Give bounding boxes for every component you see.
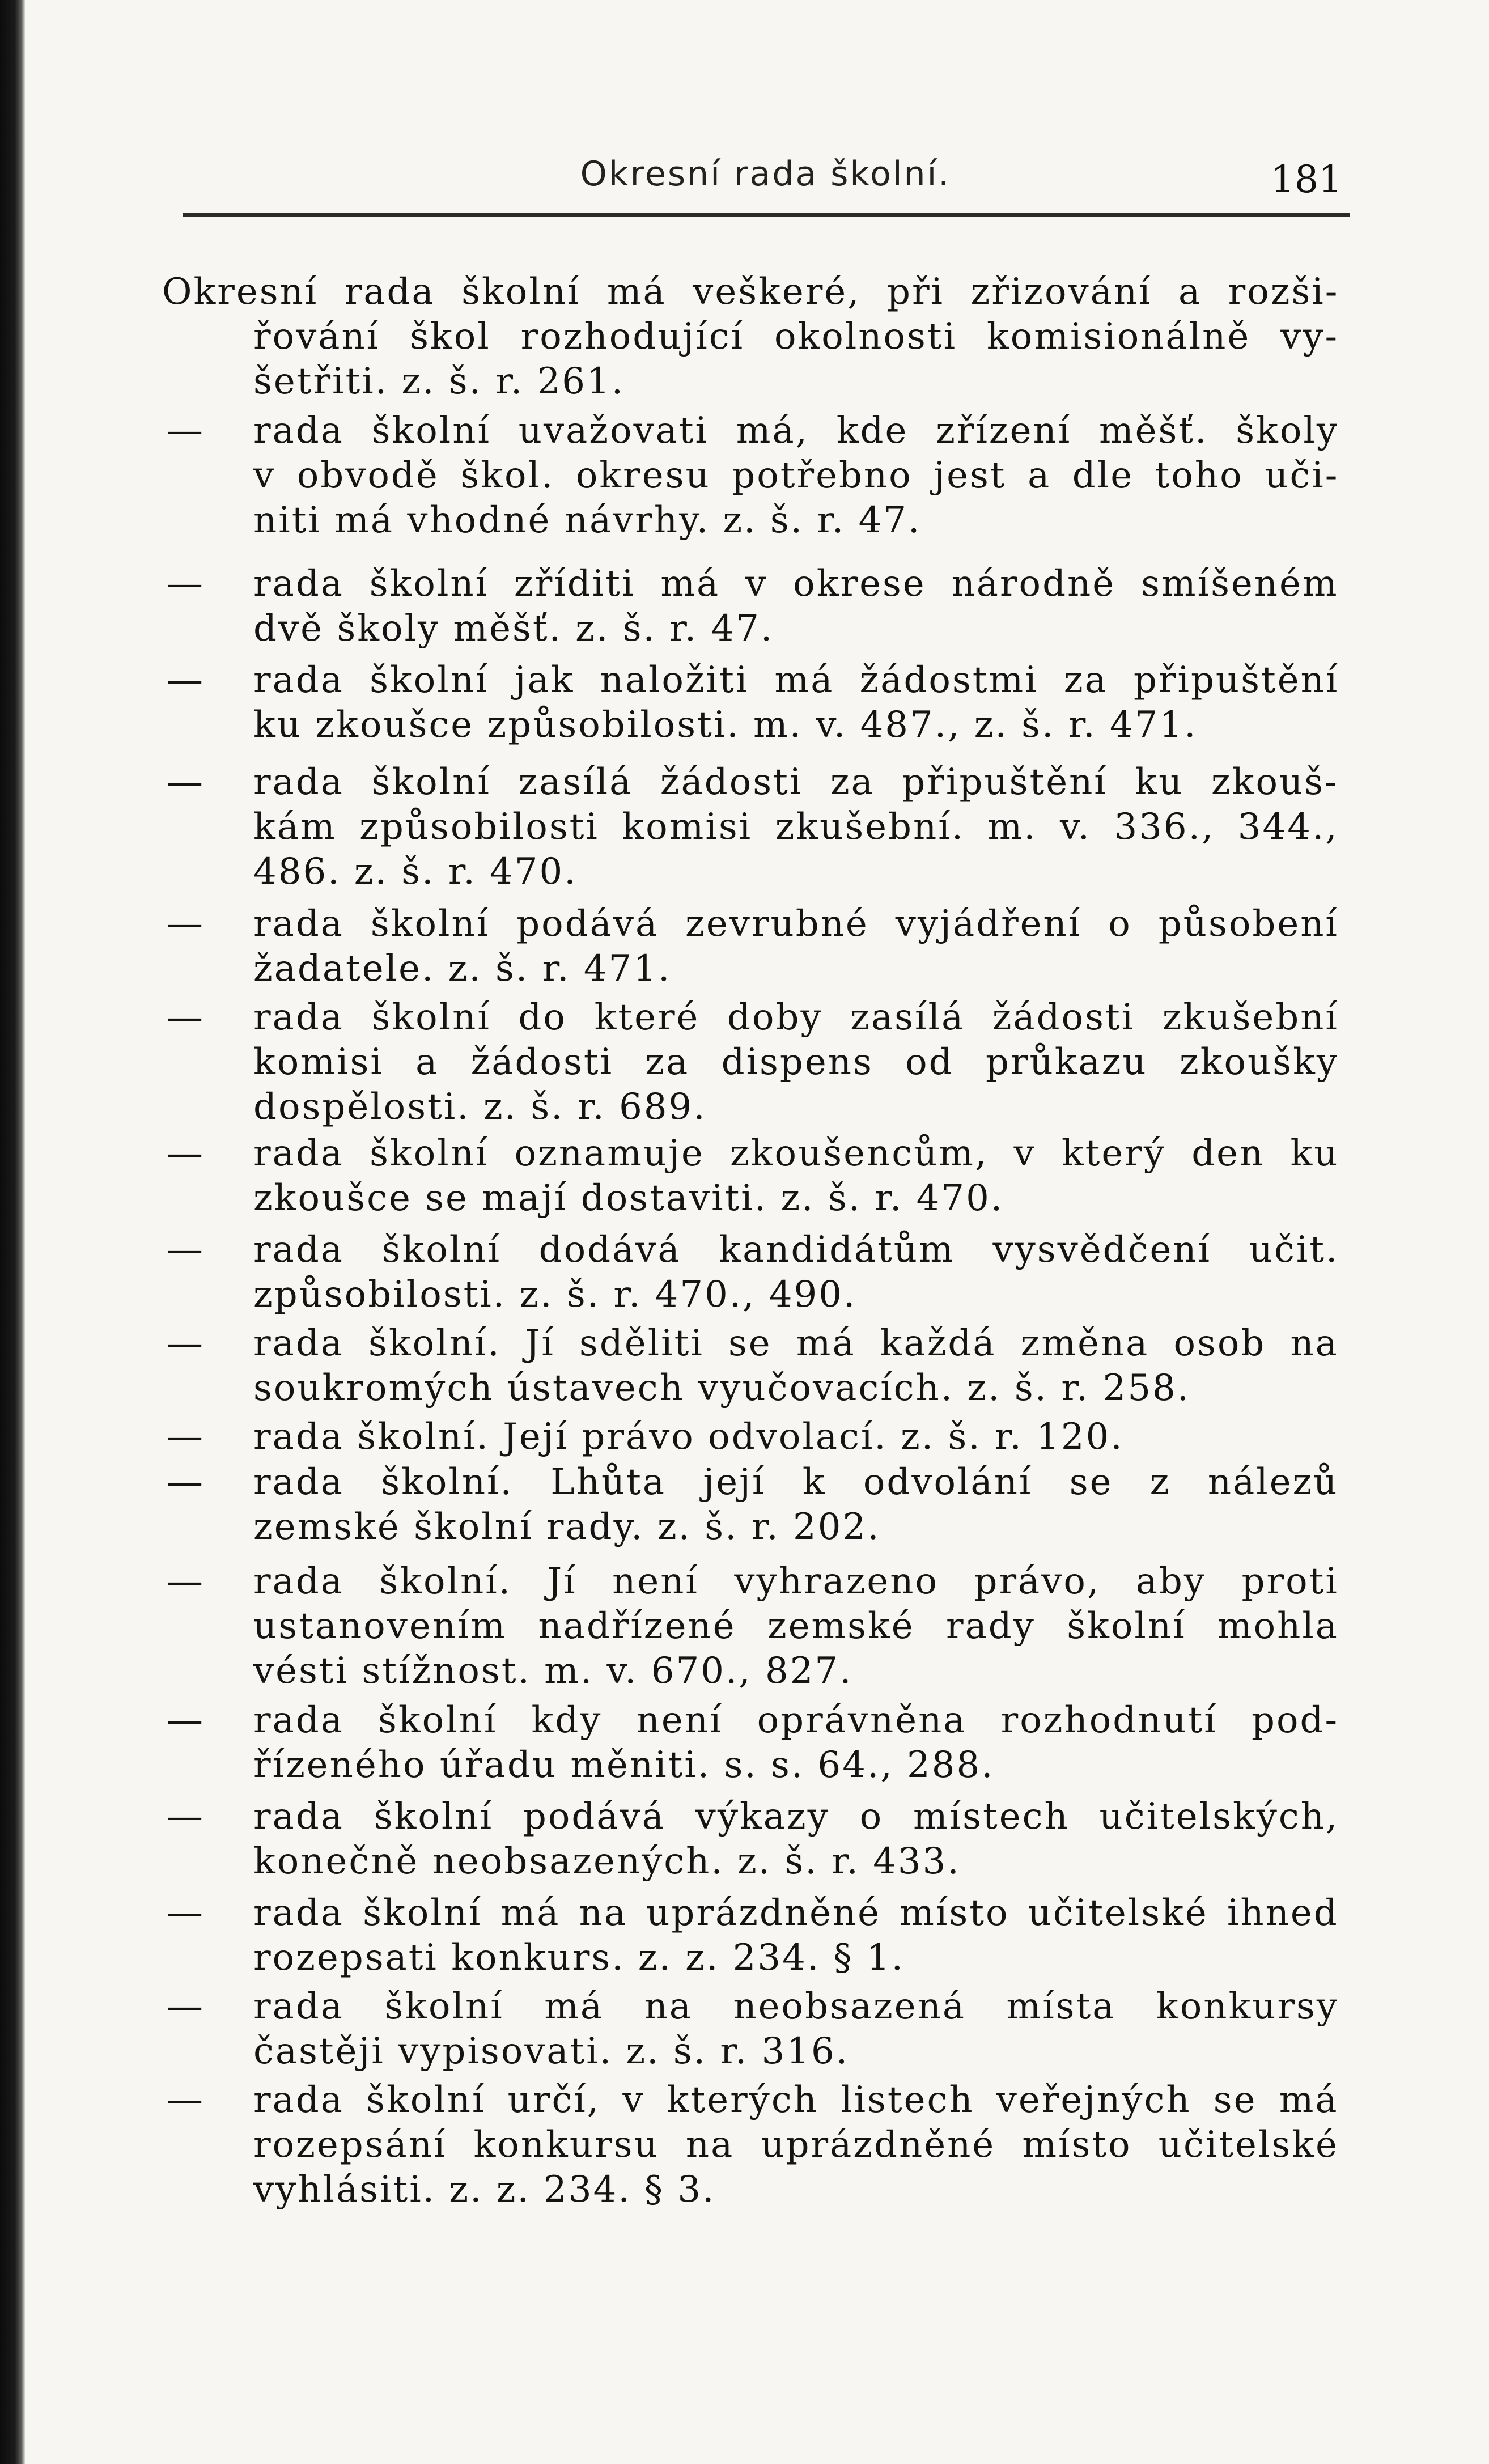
entry-dash: — — [167, 903, 203, 945]
entry-line: zemské školní rady. z. š. r. 202. — [253, 1506, 881, 1548]
entry-dash: — — [167, 1699, 203, 1741]
entry-line: řízeného úřadu měniti. s. s. 64., 288. — [253, 1744, 995, 1786]
entry-line: rada školní. Její právo odvolací. z. š. r. 120. — [253, 1416, 1124, 1458]
entry-line: rozepsání konkursu na uprázdněné místo učitelské — [253, 2124, 1339, 2166]
entry-line: dospělosti. z. š. r. 689. — [253, 1086, 707, 1128]
entry-line: rada školní uvažovati má, kde zřízení měšť. školy — [253, 410, 1339, 452]
entry-line: 486. z. š. r. 470. — [253, 851, 578, 893]
book-spine-shadow — [0, 0, 25, 2464]
entry-line: rada školní má na neobsazená místa konkursy — [253, 1986, 1339, 2028]
entry-line: ku zkoušce způsobilosti. m. v. 487., z. š. r. 471. — [253, 704, 1198, 746]
entry-line: rada školní zříditi má v okrese národně smíšeném — [253, 563, 1339, 605]
entry-dash: — — [167, 1229, 203, 1271]
entry-line: dvě školy měšť. z. š. r. 47. — [253, 608, 774, 650]
entry-dash: — — [167, 1560, 203, 1602]
entry-dash: — — [167, 996, 203, 1038]
page-number: 181 — [1271, 158, 1342, 201]
entry-dash: — — [167, 2079, 203, 2121]
entry-dash: — — [167, 563, 203, 605]
entry-dash: — — [167, 1416, 203, 1458]
index-entries — [25, 0, 1489, 2464]
entry-line: žadatele. z. š. r. 471. — [253, 948, 672, 990]
entry-line: rada školní. Jí není vyhrazeno právo, aby proti — [253, 1560, 1339, 1602]
entry-dash: — — [167, 1133, 203, 1174]
entry-line: zkoušce se mají dostaviti. z. š. r. 470. — [253, 1177, 1004, 1219]
entry-line: rada školní do které doby zasílá žádosti zkušební — [253, 996, 1339, 1038]
entry-line: v obvodě škol. okresu potřebno jest a dle toho uči- — [253, 455, 1339, 497]
entry-line: způsobilosti. z. š. r. 470., 490. — [253, 1274, 857, 1316]
entry-line: niti má vhodné návrhy. z. š. r. 47. — [253, 499, 922, 541]
book-page — [25, 0, 1489, 2464]
entry-dash: — — [167, 1986, 203, 2028]
entry-line: rada školní má na uprázdněné místo učitelské ihned — [253, 1892, 1339, 1934]
entry-line: Okresní rada školní má veškeré, při zřizování a rozši- — [162, 271, 1339, 313]
entry-line: rada školní zasílá žádosti za připuštění ku zkouš- — [253, 761, 1339, 803]
entry-line: rada školní určí, v kterých listech veřejných se má — [253, 2079, 1339, 2121]
entry-line: vyhlásiti. z. z. 234. § 3. — [253, 2169, 716, 2211]
entry-line: soukromých ústavech vyučovacích. z. š. r. 258. — [253, 1367, 1191, 1409]
entry-line: rada školní oznamuje zkoušencům, v který den ku — [253, 1133, 1339, 1174]
entry-line: vésti stížnost. m. v. 670., 827. — [253, 1650, 853, 1692]
entry-line: rada školní. Lhůta její k odvolání se z nálezů — [253, 1461, 1339, 1503]
entry-dash: — — [167, 1892, 203, 1934]
entry-dash: — — [167, 659, 203, 701]
entry-line: ustanovením nadřízené zemské rady školní mohla — [253, 1605, 1339, 1647]
entry-line: častěji vypisovati. z. š. r. 316. — [253, 2030, 850, 2072]
entry-dash: — — [167, 1796, 203, 1838]
entry-dash: — — [167, 1461, 203, 1503]
entry-line: rada školní dodává kandidátům vysvědčení učit. — [253, 1229, 1339, 1271]
entry-dash: — — [167, 1322, 203, 1364]
entry-dash: — — [167, 410, 203, 452]
entry-line: rozepsati konkurs. z. z. 234. § 1. — [253, 1937, 905, 1979]
entry-line: rada školní podává zevrubné vyjádření o působení — [253, 903, 1339, 945]
entry-line: řování škol rozhodující okolnosti komisionálně vy- — [253, 316, 1339, 358]
entry-line: rada školní kdy není oprávněna rozhodnutí pod- — [253, 1699, 1339, 1741]
entry-line: šetřiti. z. š. r. 261. — [253, 361, 625, 402]
entry-line: komisi a žádosti za dispens od průkazu zkoušky — [253, 1041, 1339, 1083]
entry-line: rada školní podává výkazy o místech učitelských, — [253, 1796, 1339, 1838]
entry-line: konečně neobsazených. z. š. r. 433. — [253, 1840, 961, 1882]
running-header-title: Okresní rada školní. — [580, 154, 951, 194]
entry-line: rada školní jak naložiti má žádostmi za připuštění — [253, 659, 1339, 701]
entry-line: kám způsobilosti komisi zkušební. m. v. 336., 344., — [253, 806, 1339, 848]
entry-line: rada školní. Jí sděliti se má každá změna osob na — [253, 1322, 1339, 1364]
entry-dash: — — [167, 761, 203, 803]
